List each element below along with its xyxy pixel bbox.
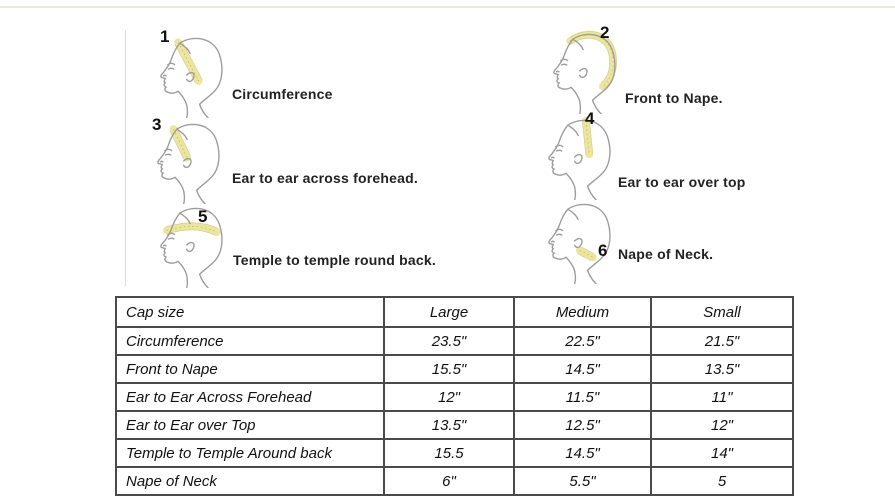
- measurement-item-ear-to-ear-across-forehead: [140, 112, 500, 202]
- value-large: 15.5": [384, 355, 514, 383]
- value-small: 12": [651, 411, 793, 439]
- value-small: 11": [651, 383, 793, 411]
- row-label: Temple to Temple Around back: [116, 439, 384, 467]
- value-small: 13.5": [651, 355, 793, 383]
- scan-artifact-line: [125, 30, 126, 286]
- measurement-number: 5: [198, 207, 208, 226]
- value-large: 13.5": [384, 411, 514, 439]
- measurement-number: 4: [585, 109, 595, 128]
- measurement-item-front-to-nape: [535, 24, 845, 114]
- measurement-item-circumference: [140, 26, 480, 116]
- measurement-item-temple-to-temple: [140, 198, 520, 290]
- row-label: Front to Nape: [116, 355, 384, 383]
- measurement-number: 2: [600, 23, 610, 42]
- value-large: 6": [384, 467, 514, 495]
- cap-size-table: [115, 296, 794, 496]
- table-row: [116, 355, 793, 383]
- value-medium: 11.5": [514, 383, 651, 411]
- table-row: [116, 439, 793, 467]
- head-diagram-icon: [145, 202, 237, 288]
- value-medium: 22.5": [514, 327, 651, 355]
- table-row: [116, 467, 793, 495]
- scan-artifact-line: [0, 6, 895, 8]
- measurement-label: Front to Nape.: [625, 90, 723, 106]
- head-diagram-icon: [145, 32, 237, 118]
- head-diagram-icon: [533, 198, 625, 284]
- column-header-medium: Medium: [514, 297, 651, 327]
- measurement-number: 1: [160, 27, 170, 46]
- measurement-label: Ear to ear over top: [618, 174, 746, 190]
- table-row: [116, 411, 793, 439]
- table-row: [116, 327, 793, 355]
- head-diagram-icon: [533, 114, 625, 200]
- column-header-cap-size: Cap size: [116, 297, 384, 327]
- measurement-label: Circumference: [232, 86, 333, 102]
- row-label: Ear to Ear Across Forehead: [116, 383, 384, 411]
- measurement-number: 3: [152, 115, 162, 134]
- column-header-small: Small: [651, 297, 793, 327]
- value-large: 15.5: [384, 439, 514, 467]
- value-small: 21.5": [651, 327, 793, 355]
- column-header-large: Large: [384, 297, 514, 327]
- table-header-row: [116, 297, 793, 327]
- value-medium: 14.5": [514, 355, 651, 383]
- value-medium: 5.5": [514, 467, 651, 495]
- row-label: Ear to Ear over Top: [116, 411, 384, 439]
- head-diagram-icon: [538, 28, 630, 114]
- value-large: 23.5": [384, 327, 514, 355]
- measurement-label: Temple to temple round back.: [233, 252, 436, 268]
- measurement-number: 6: [598, 241, 608, 260]
- value-small: 5: [651, 467, 793, 495]
- measurement-item-ear-to-ear-over-top: [530, 108, 860, 203]
- measurement-label: Ear to ear across forehead.: [232, 170, 418, 186]
- measurement-label: Nape of Neck.: [618, 246, 714, 262]
- value-medium: 14.5": [514, 439, 651, 467]
- value-medium: 12.5": [514, 411, 651, 439]
- row-label: Circumference: [116, 327, 384, 355]
- measurement-item-nape-of-neck: [530, 194, 860, 284]
- value-large: 12": [384, 383, 514, 411]
- table-row: [116, 383, 793, 411]
- row-label: Nape of Neck: [116, 467, 384, 495]
- value-small: 14": [651, 439, 793, 467]
